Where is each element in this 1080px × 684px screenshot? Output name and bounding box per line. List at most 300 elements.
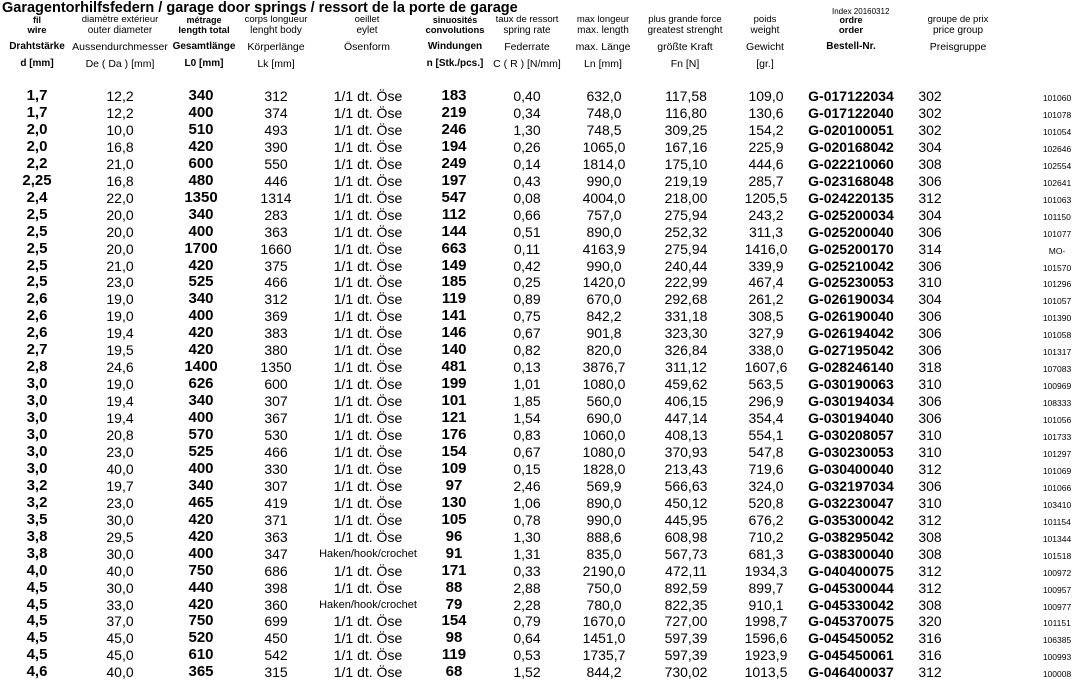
length-total-cell: 525 xyxy=(188,273,214,291)
length-total-cell: 400 xyxy=(188,544,214,562)
outer-diameter-cell: 20,0 xyxy=(106,206,134,223)
header-max-length-l3: max. Länge xyxy=(575,41,631,53)
eyelet-cell: 1/1 dt. Öse xyxy=(333,494,403,511)
outer-diameter-cell: 23,0 xyxy=(106,274,134,291)
price-group-cell: 310 xyxy=(918,443,942,460)
price-group-cell: 312 xyxy=(918,664,942,681)
convolutions-cell: 98 xyxy=(445,629,463,647)
price-group-cell: 302 xyxy=(918,104,942,121)
table-row xyxy=(0,105,1080,122)
length-total-cell: 1350 xyxy=(184,188,218,206)
max-length-cell: 1420,0 xyxy=(582,274,626,291)
greatest-force-cell: 459,62 xyxy=(664,376,708,393)
weight-cell: 1607,6 xyxy=(744,359,788,376)
table-row xyxy=(0,563,1080,580)
length-total-cell: 400 xyxy=(188,459,214,477)
eyelet-cell: 1/1 dt. Öse xyxy=(333,393,403,410)
spring-rate-cell: 0,26 xyxy=(513,138,541,155)
price-group-cell: 310 xyxy=(918,274,942,291)
table-row xyxy=(0,393,1080,410)
outer-diameter-cell: 10,0 xyxy=(106,121,134,138)
header-greatest-force-l1: plus grande force xyxy=(648,14,722,25)
greatest-force-cell: 597,39 xyxy=(664,647,708,664)
wire-cell: 1,7 xyxy=(26,87,48,104)
article-ref-cell: 101069 xyxy=(1042,465,1072,476)
spring-rate-cell: 1,30 xyxy=(513,121,541,138)
header-spring-rate-l2: spring rate xyxy=(503,25,551,36)
weight-cell: 109,0 xyxy=(748,88,784,104)
convolutions-cell: 96 xyxy=(445,527,463,545)
article-ref-cell: 101063 xyxy=(1042,194,1072,205)
weight-cell: 327,9 xyxy=(748,325,784,342)
outer-diameter-cell: 20,0 xyxy=(106,240,134,257)
price-group-cell: 310 xyxy=(918,427,942,443)
weight-cell: 1596,6 xyxy=(744,630,788,647)
header-convolutions-l1: sinuosités xyxy=(432,15,478,25)
index-label: Index 20160312 xyxy=(832,7,890,16)
length-total-cell: 420 xyxy=(188,527,214,545)
outer-diameter-cell: 45,0 xyxy=(106,647,134,664)
weight-cell: 1416,0 xyxy=(744,240,788,257)
article-ref-cell: 101733 xyxy=(1042,432,1072,442)
table-row xyxy=(0,410,1080,427)
greatest-force-cell: 472,11 xyxy=(665,562,707,579)
greatest-force-cell: 222,99 xyxy=(664,274,708,291)
convolutions-cell: 194 xyxy=(441,137,467,155)
header-spring-rate-l1: taux de ressort xyxy=(495,14,559,25)
header-max-length-unit: Ln [mm] xyxy=(584,58,622,70)
body-length-cell: 330 xyxy=(264,460,288,477)
eyelet-cell: 1/1 dt. Öse xyxy=(333,511,403,528)
wire-cell: 2,7 xyxy=(26,341,48,359)
body-length-cell: 363 xyxy=(264,223,288,240)
convolutions-cell: 154 xyxy=(441,442,467,460)
convolutions-cell: 249 xyxy=(441,154,467,172)
header-length-total-unit: L0 [mm] xyxy=(184,58,224,69)
article-ref-cell: 102641 xyxy=(1042,177,1072,188)
price-group-cell: 316 xyxy=(918,630,942,647)
page-title: Garagentorhilfsfedern / garage door springs / ressort de la porte de garage xyxy=(2,0,518,16)
article-ref-cell: 102554 xyxy=(1042,160,1072,171)
header-wire-l1: fil xyxy=(33,15,41,25)
price-group-cell: 302 xyxy=(918,121,942,138)
eyelet-cell: 1/1 dt. Öse xyxy=(333,376,403,393)
spring-rate-cell: 0,53 xyxy=(513,647,541,664)
table-row xyxy=(0,207,1080,224)
wire-cell: 4,0 xyxy=(26,561,48,579)
greatest-force-cell: 447,14 xyxy=(664,410,708,427)
convolutions-cell: 101 xyxy=(441,392,467,410)
eyelet-cell: 1/1 dt. Öse xyxy=(333,664,403,681)
spring-rate-cell: 0,51 xyxy=(513,223,541,240)
body-length-cell: 493 xyxy=(264,121,288,138)
outer-diameter-cell: 19,0 xyxy=(106,308,134,325)
wire-cell: 2,5 xyxy=(26,222,48,240)
header-outer-diameter-l3: Aussendurchmesser xyxy=(72,41,168,53)
length-total-cell: 420 xyxy=(188,137,214,155)
spring-rate-cell: 0,67 xyxy=(513,443,541,460)
spring-rate-cell: 2,28 xyxy=(513,596,541,613)
article-ref-cell: 101060 xyxy=(1042,93,1072,103)
price-group-cell: 312 xyxy=(918,579,942,596)
table-row xyxy=(0,376,1080,393)
price-group-cell: 312 xyxy=(918,189,942,206)
weight-cell: 311,3 xyxy=(749,223,783,240)
order-number-cell: G-025200040 xyxy=(808,223,894,240)
wire-cell: 3,5 xyxy=(26,510,48,528)
order-number-cell: G-026190040 xyxy=(808,308,894,325)
body-length-cell: 446 xyxy=(264,172,288,189)
wire-cell: 2,2 xyxy=(26,154,48,172)
order-number-cell: G-022210060 xyxy=(808,155,894,172)
convolutions-cell: 109 xyxy=(441,459,467,477)
order-number-cell: G-020100051 xyxy=(808,121,894,138)
spring-rate-cell: 1,31 xyxy=(513,545,541,562)
order-number-cell: G-032197034 xyxy=(808,477,894,494)
table-row xyxy=(0,512,1080,529)
greatest-force-cell: 608,98 xyxy=(664,528,708,545)
article-ref-cell: 108333 xyxy=(1042,398,1072,409)
spring-rate-cell: 2,46 xyxy=(513,477,541,494)
article-ref-cell: 106385 xyxy=(1042,635,1072,646)
outer-diameter-cell: 30,0 xyxy=(106,545,134,562)
convolutions-cell: 121 xyxy=(441,409,467,427)
header-wire-unit: d [mm] xyxy=(20,58,54,69)
price-group-cell: 320 xyxy=(918,613,942,630)
length-total-cell: 400 xyxy=(188,103,214,121)
price-group-cell: 306 xyxy=(918,223,942,240)
max-length-cell: 780,0 xyxy=(586,596,622,613)
length-total-cell: 340 xyxy=(188,290,214,308)
eyelet-cell: 1/1 dt. Öse xyxy=(333,342,403,359)
outer-diameter-cell: 19,4 xyxy=(106,325,134,342)
convolutions-cell: 219 xyxy=(441,103,467,121)
wire-cell: 2,5 xyxy=(26,239,48,257)
convolutions-cell: 91 xyxy=(445,544,463,562)
spring-rate-cell: 0,15 xyxy=(513,460,541,477)
greatest-force-cell: 213,43 xyxy=(664,460,708,477)
length-total-cell: 480 xyxy=(188,171,214,189)
body-length-cell: 371 xyxy=(264,511,288,528)
length-total-cell: 570 xyxy=(188,426,214,443)
greatest-force-cell: 370,93 xyxy=(664,443,708,460)
convolutions-cell: 141 xyxy=(441,307,467,325)
wire-cell: 1,7 xyxy=(26,103,48,121)
article-ref-cell: 101058 xyxy=(1042,330,1072,341)
length-total-cell: 1400 xyxy=(184,358,218,376)
header-length-total-l1: métrage xyxy=(186,15,222,25)
outer-diameter-cell: 19,4 xyxy=(106,393,134,410)
price-group-cell: 316 xyxy=(918,647,942,664)
max-length-cell: 4004,0 xyxy=(582,189,626,206)
outer-diameter-cell: 19,0 xyxy=(106,291,134,308)
weight-cell: 1998,7 xyxy=(744,613,788,630)
body-length-cell: 1350 xyxy=(260,359,292,376)
max-length-cell: 890,0 xyxy=(586,223,622,240)
body-length-cell: 312 xyxy=(264,88,288,104)
spring-rate-cell: 1,85 xyxy=(513,393,541,410)
spring-rate-cell: 0,34 xyxy=(513,104,541,121)
price-group-cell: 302 xyxy=(918,88,942,104)
greatest-force-cell: 597,39 xyxy=(664,630,708,647)
length-total-cell: 610 xyxy=(188,646,214,664)
header-max-length-l1: max longeur xyxy=(576,14,630,25)
weight-cell: 338,0 xyxy=(748,342,784,359)
table-row xyxy=(0,88,1080,105)
greatest-force-cell: 240,44 xyxy=(664,257,708,274)
greatest-force-cell: 566,63 xyxy=(664,477,708,494)
outer-diameter-cell: 40,0 xyxy=(106,460,134,477)
body-length-cell: 307 xyxy=(264,477,288,494)
header-outer-diameter-unit: De ( Da ) [mm] xyxy=(85,58,155,70)
greatest-force-cell: 175,10 xyxy=(664,155,708,172)
table-row xyxy=(0,495,1080,512)
body-length-cell: 312 xyxy=(264,291,288,308)
eyelet-cell: 1/1 dt. Öse xyxy=(333,308,403,325)
eyelet-cell: 1/1 dt. Öse xyxy=(333,88,403,104)
greatest-force-cell: 311,12 xyxy=(665,359,707,376)
order-number-cell: G-030194040 xyxy=(808,410,894,427)
weight-cell: 719,6 xyxy=(748,460,784,477)
header-outer-diameter-l1: diamètre extérieur xyxy=(81,14,159,25)
header-convolutions-l2: convolutions xyxy=(425,25,485,36)
body-length-cell: 542 xyxy=(264,647,288,664)
body-length-cell: 530 xyxy=(264,427,288,443)
wire-cell: 3,0 xyxy=(26,442,48,460)
spring-rate-cell: 1,52 xyxy=(513,664,541,681)
length-total-cell: 525 xyxy=(188,442,214,460)
order-number-cell: G-040400075 xyxy=(808,562,894,579)
max-length-cell: 990,0 xyxy=(586,257,622,274)
wire-cell: 4,6 xyxy=(26,663,48,681)
outer-diameter-cell: 21,0 xyxy=(106,257,134,274)
max-length-cell: 844,2 xyxy=(586,664,622,681)
price-group-cell: 318 xyxy=(918,359,942,376)
weight-cell: 339,9 xyxy=(748,257,784,274)
spring-rate-cell: 0,83 xyxy=(513,427,541,443)
spring-rate-cell: 1,54 xyxy=(513,410,541,427)
table-row xyxy=(0,444,1080,461)
spring-rate-cell: 0,64 xyxy=(513,630,541,647)
table-row xyxy=(0,122,1080,139)
order-number-cell: G-023168048 xyxy=(808,172,894,189)
body-length-cell: 699 xyxy=(264,613,288,630)
wire-cell: 2,0 xyxy=(26,120,48,138)
greatest-force-cell: 292,68 xyxy=(664,291,708,308)
table-row xyxy=(0,325,1080,342)
body-length-cell: 686 xyxy=(264,562,288,579)
wire-cell: 2,5 xyxy=(26,205,48,223)
max-length-cell: 1065,0 xyxy=(582,138,626,155)
article-ref-cell: 101057 xyxy=(1042,296,1072,307)
convolutions-cell: 97 xyxy=(445,476,463,494)
price-group-cell: 308 xyxy=(918,528,942,545)
eyelet-cell: 1/1 dt. Öse xyxy=(333,613,403,630)
header-weight-l3: Gewicht xyxy=(746,41,784,53)
outer-diameter-cell: 19,5 xyxy=(106,342,134,359)
table-row xyxy=(0,597,1080,614)
article-ref-cell: 101066 xyxy=(1042,482,1072,493)
eyelet-cell: 1/1 dt. Öse xyxy=(333,223,403,240)
price-group-cell: 310 xyxy=(918,494,942,511)
order-number-cell: G-030194034 xyxy=(808,393,894,410)
length-total-cell: 340 xyxy=(188,476,214,494)
weight-cell: 225,9 xyxy=(748,138,784,155)
weight-cell: 467,4 xyxy=(748,274,784,291)
header-weight-unit: [gr.] xyxy=(756,58,774,70)
article-ref-cell: 100969 xyxy=(1042,381,1072,392)
article-ref-cell: 101390 xyxy=(1042,313,1072,324)
greatest-force-cell: 408,13 xyxy=(664,427,708,443)
convolutions-cell: 176 xyxy=(441,426,467,443)
max-length-cell: 890,0 xyxy=(586,494,622,511)
weight-cell: 296,9 xyxy=(748,393,784,410)
greatest-force-cell: 309,25 xyxy=(664,121,708,138)
greatest-force-cell: 117,58 xyxy=(665,88,707,104)
weight-cell: 285,7 xyxy=(748,172,784,189)
spring-rate-cell: 0,13 xyxy=(513,359,541,376)
table-row xyxy=(0,156,1080,173)
convolutions-cell: 88 xyxy=(445,578,463,596)
max-length-cell: 1735,7 xyxy=(582,647,626,664)
weight-cell: 899,7 xyxy=(748,579,784,596)
table-row xyxy=(0,664,1080,681)
wire-cell: 3,8 xyxy=(26,527,48,545)
max-length-cell: 901,8 xyxy=(586,325,622,342)
greatest-force-cell: 116,80 xyxy=(665,104,707,121)
wire-cell: 3,0 xyxy=(26,409,48,427)
header-spring-rate-unit: C ( R ) [N/mm] xyxy=(493,58,561,70)
length-total-cell: 400 xyxy=(188,307,214,325)
length-total-cell: 420 xyxy=(188,324,214,342)
order-number-cell: G-026190034 xyxy=(808,291,894,308)
order-number-cell: G-038300040 xyxy=(808,545,894,562)
length-total-cell: 420 xyxy=(188,510,214,528)
body-length-cell: 419 xyxy=(264,494,288,511)
eyelet-cell: 1/1 dt. Öse xyxy=(333,427,403,443)
header-greatest-force-unit: Fn [N] xyxy=(670,58,700,70)
greatest-force-cell: 326,84 xyxy=(664,342,708,359)
spring-rate-cell: 0,67 xyxy=(513,325,541,342)
header-outer-diameter-l2: outer diameter xyxy=(87,25,153,36)
outer-diameter-cell: 33,0 xyxy=(106,596,134,613)
outer-diameter-cell: 30,0 xyxy=(106,511,134,528)
convolutions-cell: 663 xyxy=(441,239,467,257)
convolutions-cell: 119 xyxy=(441,646,467,664)
weight-cell: 1934,3 xyxy=(744,562,788,579)
convolutions-cell: 130 xyxy=(441,493,467,511)
table-row xyxy=(0,478,1080,495)
article-ref-cell: 101150 xyxy=(1043,211,1071,222)
outer-diameter-cell: 45,0 xyxy=(106,630,134,647)
price-group-cell: 312 xyxy=(918,460,942,477)
eyelet-cell: 1/1 dt. Öse xyxy=(333,359,403,376)
body-length-cell: 600 xyxy=(264,376,288,393)
price-group-cell: 310 xyxy=(918,376,942,393)
convolutions-cell: 68 xyxy=(445,663,463,681)
weight-cell: 1205,5 xyxy=(744,189,788,206)
order-number-cell: G-017122034 xyxy=(808,88,894,104)
weight-cell: 910,1 xyxy=(748,596,784,613)
eyelet-cell: 1/1 dt. Öse xyxy=(333,138,403,155)
weight-cell: 547,8 xyxy=(748,443,784,460)
greatest-force-cell: 323,30 xyxy=(664,325,708,342)
spring-rate-cell: 0,78 xyxy=(513,511,541,528)
table-row xyxy=(0,580,1080,597)
convolutions-cell: 154 xyxy=(441,612,467,630)
weight-cell: 710,2 xyxy=(748,528,784,545)
eyelet-cell: 1/1 dt. Öse xyxy=(333,189,403,206)
weight-cell: 261,2 xyxy=(748,291,784,308)
greatest-force-cell: 727,00 xyxy=(664,613,708,630)
table-row xyxy=(0,173,1080,190)
price-group-cell: 306 xyxy=(918,257,942,274)
order-number-cell: G-030190063 xyxy=(808,376,894,393)
outer-diameter-cell: 20,8 xyxy=(106,427,134,443)
convolutions-cell: 185 xyxy=(441,273,467,291)
outer-diameter-cell: 40,0 xyxy=(106,664,134,681)
length-total-cell: 465 xyxy=(188,493,214,511)
wire-cell: 3,0 xyxy=(26,392,48,410)
spring-rate-cell: 0,42 xyxy=(513,257,541,274)
header-wire-l2: wire xyxy=(27,25,47,36)
article-ref-cell: 103410 xyxy=(1042,499,1072,510)
max-length-cell: 690,0 xyxy=(586,410,622,427)
max-length-cell: 990,0 xyxy=(586,172,622,189)
length-total-cell: 750 xyxy=(188,561,214,579)
outer-diameter-cell: 20,0 xyxy=(106,223,134,240)
article-ref-cell: 101154 xyxy=(1043,516,1071,527)
wire-cell: 2,8 xyxy=(26,358,48,376)
convolutions-cell: 146 xyxy=(441,324,467,342)
order-number-cell: G-045450061 xyxy=(808,647,894,664)
eyelet-cell: Haken/hook/crochet xyxy=(319,547,417,560)
weight-cell: 243,2 xyxy=(748,206,784,223)
spring-rate-cell: 0,33 xyxy=(513,562,541,579)
article-ref-cell: 101054 xyxy=(1042,126,1072,137)
weight-cell: 520,8 xyxy=(748,494,784,511)
price-group-cell: 306 xyxy=(918,393,942,410)
wire-cell: 2,25 xyxy=(22,171,52,189)
table-row xyxy=(0,241,1080,258)
outer-diameter-cell: 12,2 xyxy=(106,104,134,121)
max-length-cell: 990,0 xyxy=(586,511,622,528)
wire-cell: 2,4 xyxy=(26,188,48,206)
table-row xyxy=(0,613,1080,630)
weight-cell: 681,3 xyxy=(748,545,784,562)
spring-rate-cell: 1,06 xyxy=(513,494,541,511)
header-spring-rate-l3: Federrate xyxy=(504,41,550,53)
spring-rate-cell: 0,66 xyxy=(513,206,541,223)
outer-diameter-cell: 19,7 xyxy=(106,477,134,494)
max-length-cell: 1451,0 xyxy=(582,630,626,647)
length-total-cell: 626 xyxy=(188,375,214,393)
eyelet-cell: 1/1 dt. Öse xyxy=(333,579,403,596)
greatest-force-cell: 219,19 xyxy=(664,172,708,189)
header-eyelet-l1: oeillet xyxy=(354,14,380,25)
body-length-cell: 375 xyxy=(264,257,288,274)
spring-rate-cell: 0,79 xyxy=(513,613,541,630)
wire-cell: 4,5 xyxy=(26,612,48,630)
order-number-cell: G-038295042 xyxy=(808,528,894,545)
header-weight-l2: weight xyxy=(750,25,780,36)
header-weight-l1: poids xyxy=(753,14,777,25)
price-group-cell: 306 xyxy=(918,477,942,494)
header-eyelet-l3: Ösenform xyxy=(343,41,391,53)
body-length-cell: 398 xyxy=(264,579,288,596)
header-body-length-unit: Lk [mm] xyxy=(257,58,295,70)
order-number-cell: G-025200170 xyxy=(808,240,894,257)
